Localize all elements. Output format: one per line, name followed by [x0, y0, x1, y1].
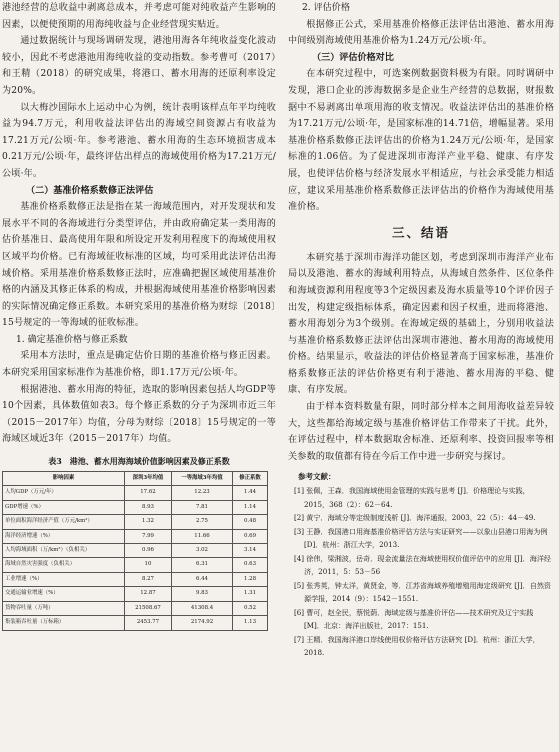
- reference-item: [7] 王精．我国海洋港口岸线使用权价格评估方法研究 [D]．杭州：浙江大学，2018.: [294, 634, 540, 658]
- value-cell: 2174.92: [171, 616, 232, 630]
- paragraph: 以大梅沙国际水上运动中心为例，统计表明该样点年平均纯收益为94.7万元，利用收益法评估出的海域空间资源占有收益为17.21万元/公顷·年。参考港池、蓄水用海的生态环境损害成本0.21万元/公顷·年，最终评估出样点的海域使用价格为17.21万元/公顷·年。: [2, 102, 276, 179]
- factor-cell: 货物吞吐量（万吨）: [3, 601, 125, 615]
- value-cell: 1.13: [233, 616, 268, 630]
- right-column: [288, 0, 554, 660]
- table-row: [3, 601, 268, 615]
- reference-item: [5] 张秀英，钟太洋，黄贤金，等．江苏省海域养殖增殖用海定级研究 [J]．自然资源学报，2014（9）：1542－1551.: [294, 580, 552, 604]
- table-row: [3, 500, 268, 514]
- value-cell: 6.31: [171, 558, 232, 572]
- paragraph: 采用本方法时，重点是确定估价日期的基准价格与修正因素。本研究采用国家标准作为基准价格，即1.17万元/公顷·年。: [2, 351, 276, 379]
- factor-cell: 交通运输业增速（%）: [3, 587, 125, 601]
- factor-cell: 集装箱吞吐量（万标箱）: [3, 616, 125, 630]
- table-row: [3, 486, 268, 500]
- value-cell: 0.48: [233, 515, 268, 529]
- section-heading: 三、结语: [391, 224, 450, 240]
- table-row: [3, 572, 268, 586]
- paragraph: 根据港池、蓄水用海的特征，选取的影响因素包括人均GDP等10个因素，具体数值如表3。每个修正系数的分子为深圳市近三年（2015－2017年）均值，分母为财综〔2018〕15号规定的一等海域区域近3年（2015－2017年）均值。: [2, 384, 276, 445]
- factor-table: [2, 471, 268, 630]
- column-header: 影响因素: [3, 472, 125, 486]
- table-row: [3, 587, 268, 601]
- value-cell: 8.27: [125, 572, 172, 586]
- value-cell: 1.44: [233, 486, 268, 500]
- value-cell: 11.66: [171, 529, 232, 543]
- value-cell: 12.87: [125, 587, 172, 601]
- paragraph: 通过数据统计与现场调研发现，港池用海各年纯收益变化波动较小，因此不考虑港池用海纯收益的变动指数。参考曹可（2017）和王精（2018）的研究成果，将港口、蓄水用海的还原利率设定为20%。: [2, 36, 276, 96]
- factor-cell: 工业增速（%）: [3, 572, 125, 586]
- table-row: [3, 529, 268, 543]
- step-heading: 2. 评估价格: [302, 3, 350, 13]
- value-cell: 21508.67: [125, 601, 172, 615]
- value-cell: 1.28: [233, 572, 268, 586]
- value-cell: 2.75: [171, 515, 232, 529]
- factor-cell: 单位面积海洋经济产值（万元/km²）: [3, 515, 125, 529]
- table-caption: 表3 港池、蓄水用海海域价值影响因素及修正系数: [48, 456, 230, 467]
- reference-item: [4] 徐伟，梁湘波，岳奇．现金流量法在海域使用权价值评估中的应用 [J]．海洋经济，2011，5：53－56: [294, 553, 552, 577]
- factor-cell: 人均海域面积（万/km²）（负相关）: [3, 544, 125, 558]
- value-cell: 7.99: [125, 529, 172, 543]
- value-cell: 9.83: [171, 587, 232, 601]
- value-cell: 0.52: [233, 601, 268, 615]
- paragraph: 由于样本资料数量有限，同时部分样本之间用海收益差异较大，这些都给海域定级与基准价格评估工作带来了干扰。此外，在评估过程中，样本数据取舍标准、还原利率、投资回报率等相关参数的取值都有待在今后工作中进一步研究与探讨。: [288, 402, 554, 462]
- value-cell: 0.69: [233, 529, 268, 543]
- value-cell: 41308.4: [171, 601, 232, 615]
- value-cell: 17.62: [125, 486, 172, 500]
- table-row: [3, 544, 268, 558]
- references-heading: 参考文献：: [298, 472, 336, 482]
- reference-item: [1] 张佩，王森．我国海域使用金管理的实践与思考 [J]．价格理论与实践，2015，368（2）：62－64.: [294, 486, 530, 509]
- subsection-heading: （三）评估价格对比: [312, 51, 394, 63]
- value-cell: 7.81: [171, 500, 232, 514]
- table-row: [3, 558, 268, 572]
- step-heading: 1. 确定基准价格与修正系数: [16, 334, 128, 345]
- value-cell: 10: [125, 558, 172, 572]
- factor-cell: 人均GDP（万元/年）: [3, 486, 125, 500]
- factor-cell: 海洋经济增速（%）: [3, 529, 125, 543]
- value-cell: 2453.77: [125, 616, 172, 630]
- paragraph: 在本研究过程中，可选案例数据资料极为有限。同时调研中发现，港口企业的涉海数据多是企业生产经营的总数据，财报数据中不易剥离出单项用海的收支情况。收益法评估出的基准价格为17.21万元/公顷·年，是国家标准的14.71倍，增幅显著。采用基准价格系数修正法评估出的价格为1.24万元/公顷·年，是国家标准的1.06倍。为了促进深圳市海洋产业平稳、健康、有序发展，也使评估价格与经济发展水平相适应，与社会承受能力相适应，建议采用基准价格系数修正法评估出的价格作为海域使用基准价格。: [288, 69, 554, 213]
- table-row: [3, 616, 268, 630]
- value-cell: 6.44: [171, 572, 232, 586]
- subsection-heading: （二）基准价格系数修正法评估: [26, 184, 154, 196]
- paragraph: 基准价格系数修正法是指在某一海域范围内，对开发现状和发展水平不同的各海域进行分类型评估，并由政府确定某一类用海的估价基准日、最高使用年限和所设定开发利用程度下的海域使用权区域平均价格。已有海域征收标准的区域，均可采用此法评估出海域价格。采用基准价格系数修正法时，应准确把握区域使用基准价格的内涵及其修正体系的构成，并根据海域使用基准价格影响因素的实际情况确定修正系数。本研究采用的基准价格为财综〔2018〕15号规定的一等海域的征收标准。: [2, 202, 276, 329]
- value-cell: 1.14: [233, 500, 268, 514]
- reference-item: [2] 黄宁．海域分等定级制度浅析 [J]．海洋通报，2003，22（5）：44－49.: [294, 513, 536, 523]
- value-cell: 8.93: [125, 500, 172, 514]
- value-cell: 1.32: [125, 515, 172, 529]
- value-cell: 0.96: [125, 544, 172, 558]
- reference-item: [6] 曹可，赵全民，蔡悦荫．海域定级与基准价评估——技术研究及辽宁实践 [M]．北京：海洋出版社，2017：151.: [294, 607, 534, 631]
- column-header: 修正系数: [233, 472, 268, 486]
- paragraph: 港池经营的总收益中剥离总成本，并考虑可能对纯收益产生影响的因素，以便使预期的用海纯收益与企业经营现实贴近。: [2, 3, 276, 30]
- left-column: [2, 0, 276, 631]
- column-header: 深圳3年均值: [125, 472, 172, 486]
- value-cell: 0.63: [233, 558, 268, 572]
- value-cell: 1.31: [233, 587, 268, 601]
- column-header: 一等海域3年均值: [171, 472, 232, 486]
- value-cell: 12.23: [171, 486, 232, 500]
- reference-item: [3] 王静．我国港口用海基准价格评估方法与实证研究——以象山县港口用海为例 [D]．杭州：浙江大学，2013.: [294, 526, 548, 550]
- table-row: [3, 515, 268, 529]
- factor-cell: 海域自然灾害强度（负相关）: [3, 558, 125, 572]
- table-header-row: [3, 472, 268, 486]
- value-cell: 3.02: [171, 544, 232, 558]
- factor-cell: GDP增速（%）: [3, 500, 125, 514]
- value-cell: 3.14: [233, 544, 268, 558]
- paragraph: 根据修正公式，采用基准价格修正法评估出港池、蓄水用海中间级别海域使用基准价格为1.24万元/公顷·年。: [288, 19, 554, 47]
- paragraph: 本研究基于深圳市海洋功能区划，考虑到深圳市海洋产业布局以及港池、蓄水的海域利用特点，从海域自然条件、区位条件和海域资源利用程度等3个定级因素及海水质量等10个评价因子出发，构建定级指标体系，确定因素和因子权重，进而将港池、蓄水用海划分为3个级别。在海域定级的基础上，分别用收益法与基准价格系数修正法评估出深圳市港池、蓄水用海的海域使用价格。结果显示，收益法的评估价格显著高于国家标准，基准价格系数修正法的评估价格更有利于港池、蓄水用海的平稳、健康、有序发展。: [288, 252, 554, 396]
